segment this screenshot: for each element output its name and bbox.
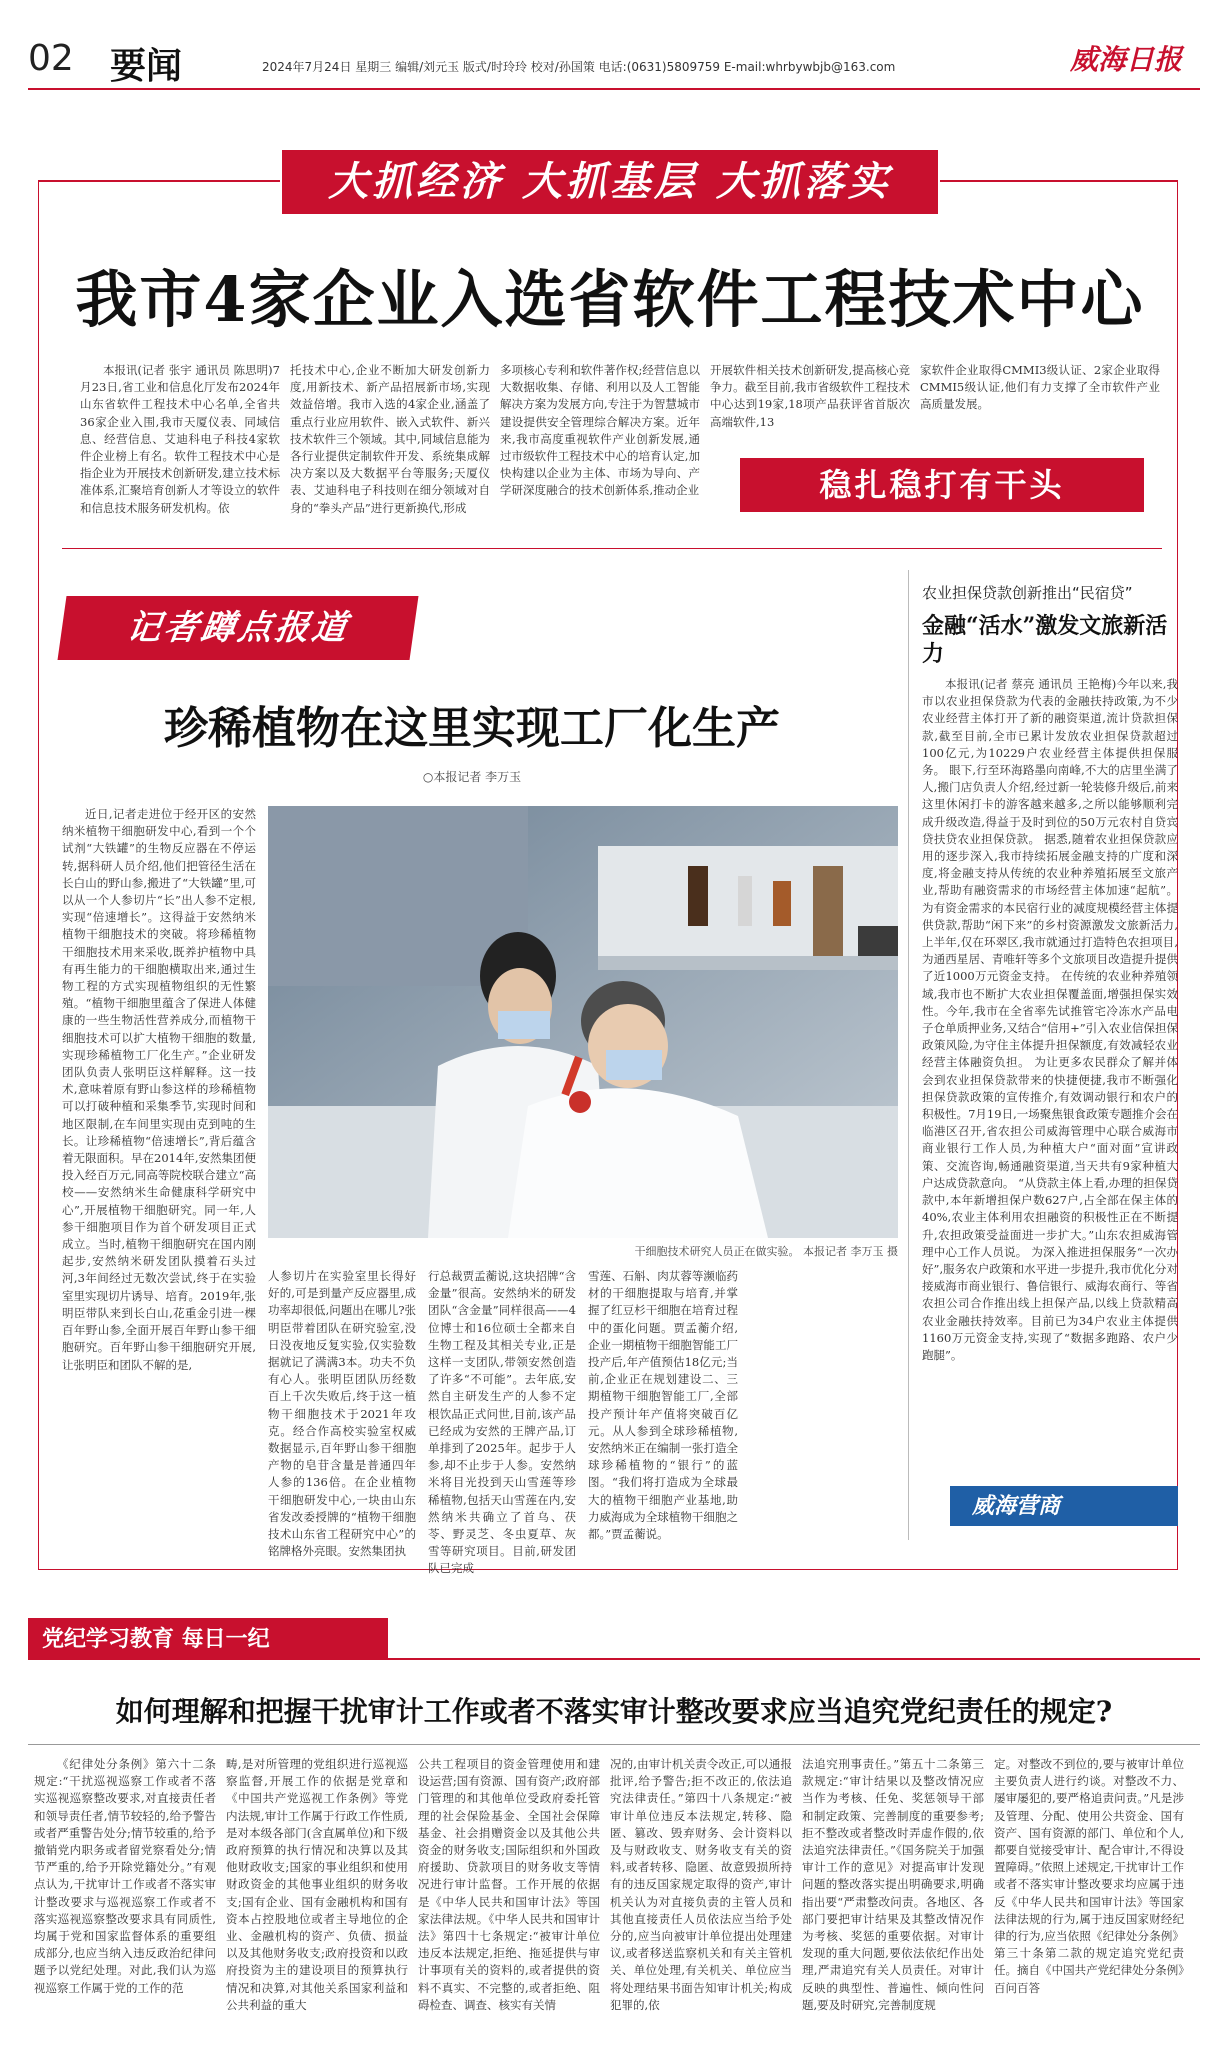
party-banner: 党纪学习教育 每日一纪 [28,1618,388,1660]
article2-headline: 珍稀植物在这里实现工厂化生产 [164,703,780,754]
party-col-2: 畴,是对所管理的党组织进行巡视巡察监督,开展工作的依据是党章和《中国共产党巡视工作条例》等党内法规,审计工作属于行政工作性质,是对本级各部门(含直属单位)和下级政府预算的执行情况和决算以及其他财政收支;国家的事业组织和使用财政资金的其他事业组织的财务收支;国有企业、国有金融机构和国有资本占控股地位或者主导地位的企业、金融机构的资产、负债、损益以及其他财务收支;政府投资和以政府投资为主的建设项目的预算执行情况和决算,对其他关系国家利益和公共利益的重大 [226,1757,408,2012]
article1-col-3: 多项核心专利和软件著作权;经营信息以大数据收集、存储、利用以及人工智能解决方案为发展方向,专注于为智慧城市建设提供安全管理综合解决方案。近年来,我市高度重视软件产业创新发展,通过市级软件工程技术中心的培育认定,加快构建以企业为主体、市场为导向、产学研深度融合的技术创新体系,推动企业 [500,363,700,498]
article1-col-2: 托技术中心,企业不断加大研发创新力度,用新技术、新产品招展新市场,实现效益倍增。我市入选的4家企业,涵盖了重点行业应用软件、嵌入式软件、新兴技术软件三个领域。其中,同域信息能为各行业提供定制软件开发、系统集成解决方案以及大数据平台等服务;天厦仪表、艾迪科电子科技则在细分领域对自身的“拳头产品”进行更新换代,形成 [290,363,490,515]
header-meta: 2024年7月24日 星期三 编辑/刘元玉 版式/时玲玲 校对/孙国策 电话:(0631)5809759 E-mail:whrbywbjb@163.com [262,60,896,74]
party-headline: 如何理解和把握干扰审计工作或者不落实审计整改要求应当追究党纪责任的规定? [115,1695,1113,1728]
frame-top-right [940,180,1178,182]
article1-col-1: 本报讯(记者 张宇 通讯员 陈思明)7月23日,省工业和信息化厅发布2024年山东省软件工程技术中心名单,全省共36家企业入围,我市天厦仪表、同域信息、经营信息、艾迪科电子科技4家软件企业榜上有名。软件工程技术中心是指企业为开展技术创新研发,建立技术标准体系,汇聚培育创新人才等设立的软件和信息技术服务研发机构。依 [80,363,280,515]
article2-byline: ○本报记者 李万玉 [422,770,522,784]
party-col-5: 法追究刑事责任。”第五十二条第三款规定:“审计结果以及整改情况应当作为考核、任免、奖惩领导干部和制定政策、完善制度的重要参考;拒不整改或者整改时弄虚作假的,依法追究法律责任。”《国务院关于加强审计工作的意见》对提高审计发现问题的整改落实提出明确要求,明确指出要“严肃整改问责。各地区、各部门要把审计结果及其整改情况作为考核、奖惩的重要依据。对审计发现的重大问题,要依法依纪作出处理,严肃追究有关人员责任。对审计反映的典型性、普遍性、倾向性问题,要及时研究,完善制度规 [802,1757,984,2012]
party-divider [28,1744,1200,1745]
article1-col-4: 开展软件相关技术创新研发,提高核心竞争力。截至目前,我市省级软件工程技术中心达到19家,18项产品获评省首版次高端软件,13 [710,363,910,429]
section-title: 要闻 [110,46,183,87]
photo-caption: 干细胞技术研究人员正在做实验。 本报记者 李万玉 摄 [634,1245,898,1258]
party-col-3: 公共工程项目的资金管理使用和建设运营;国有资源、国有资产;政府部门管理的和其他单位受政府委托管理的社会保险基金、全国社会保障基金、社会捐赠资金以及其他公共资金的财务收支;国际组织和外国政府援助、贷款项目的财务收支等情况进行审计监督。工作开展的依据是《中华人民共和国审计法》等国家法律法规。《中华人民共和国审计法》第四十七条规定:“被审计单位违反本法规定,拒绝、拖延提供与审计事项有关的资料的,或者提供的资料不真实、不完整的,或者拒绝、阻碍检查、调查、核实有关情 [418,1757,600,2012]
party-col-4: 况的,由审计机关责令改正,可以通报批评,给予警告;拒不改正的,依法追究法律责任。”第四十八条规定:“被审计单位违反本法规定,转移、隐匿、篡改、毁弃财务、会计资料以及与财政收支、财务收支有关的资料,或者转移、隐匿、故意毁损所持有的违反国家规定取得的资产,审计机关认为对直接负责的主管人员和其他直接责任人员依法应当给予处分的,应当向被审计单位提出处理建议,或者移送监察机关和有关主管机关、单位处理,有关机关、单位应当将处理结果书面告知审计机关;构成犯罪的,依 [610,1757,792,2012]
header-rule [28,88,1200,90]
slogan-banner: 稳扎稳打有干头 [740,458,1144,512]
sidebar-title: 金融“活水”激发文旅新活力 [922,613,1168,667]
article1-headline: 我市4家企业入选省软件工程技术中心 [75,263,1145,336]
party-rule [388,1658,1200,1660]
column-divider [908,570,909,1540]
article2-col-1: 近日,记者走进位于经开区的安然纳米植物干细胞研发中心,看到一个个试剂“大铁罐”的生物反应器在不停运转,据科研人员介绍,他们把管径生活在长白山的野山参,搬进了“大铁罐”里,可以从一个人参切片“长”出人参不定根,实现“倍速增长”。这得益于安然纳米植物干细胞技术的突破。将珍稀植物干细胞技术用来采收,既养护植物中具有再生能力的干细胞横取出来,通过生物工程的方式实现植物组织的无性繁殖。“植物干细胞里蕴含了保进人体健康的一些生物活性营养成分,而植物干细胞技术可以扩大植物干细胞的数量,实现珍稀植物工厂化生产。”企业研发团队负责人张明臣这样解释。这一技术,意味着原有野山参这样的珍稀植物可以打破种植和采集季节,实现时间和地区限制,在车间里实现由克到吨的生长。让珍稀植物“倍速增长”,背后蕴含着无限面积。早在2014年,安然集团便投入经百万元,同高等院校联合建立“高校——安然纳米生命健康科学研究中心”,开展植物干细胞研究。同一年,人参干细胞项目作为首个研发项目正式成立。当时,植物干细胞研究在国内刚起步,安然纳米研发团队摸着石头过河,3年间经过无数次尝试,终于在实验室里实现切片诱导、培育。2019年,张明臣带队来到长白山,花重金引进一棵百年野山参,全面开展百年野山参干细胞研究。百年野山参干细胞研究开展,让张明臣和团队不解的是, [62,807,256,1372]
article2-col-2: 人参切片在实验室里长得好好的,可是到量产反应器里,成功率却很低,问题出在哪儿?张明臣带着团队在研究验室,没日没夜地反复实验,仅实验数据就记了满满3本。功夫不负有心人。张明臣团队历经数百上千次失败后,终于这一植物干细胞技术于2021年攻克。经合作高校实验室权威数据显示,百年野山参干细胞产物的皂苷含量是普通四年人参的136倍。在企业植物干细胞研发中心,一块由山东省发改委授牌的“植物干细胞技术山东省工程研究中心”的铭牌格外亮眼。安然集团执 [268,1269,416,1559]
page-number: 02 [28,38,74,79]
weihai-business-tag: 威海营商 [950,1486,1178,1526]
lab-photo [268,806,898,1238]
article2-col-3: 行总裁贾孟蘅说,这块招牌“含金量”很高。安然纳米的研发团队“含金量”同样很高——4位博士和16位硕士全都来自生物工程及其相关专业,正是这样一支团队,带领安然创造了许多“不可能”。去年底,安然自主研发生产的人参不定根饮品正式问世,目前,该产品已经成为安然的王牌产品,订单排到了2025年。起步于人参,却不止步于人参。安然纳米将目光投到天山雪莲等珍稀植物,包括天山雪莲在内,安然纳米共确立了首乌、茯苓、野灵芝、冬虫夏草、灰雪等研究项目。目前,研发团队已完成 [428,1269,576,1576]
top-banner: 大抓经济 大抓基层 大抓落实 [282,150,938,214]
report-banner: 记者蹲点报道 [58,596,419,660]
lab-photo-illustration [268,806,898,1238]
party-col-6: 定。对整改不到位的,要与被审计单位主要负责人进行约谈。对整改不力、屡审屡犯的,要严格追责问责。”凡是涉及管理、分配、使用公共资金、国有资产、国有资源的部门、单位和个人,都要自觉接受审计、配合审计,不得设置障碍。”依照上述规定,干扰审计工作或者不落实审计整改要求均应属于违反《中华人民共和国审计法》等国家法律法规的行为,属于违反国家财经纪律的行为,应当依照《纪律处分条例》第三十条第二款的规定追究党纪责任。摘自《中国共产党纪律处分条例》百问百答 [994,1757,1184,1995]
sidebar-subtitle: 农业担保贷款创新推出“民宿贷” [922,584,1133,602]
party-col-1: 《纪律处分条例》第六十二条规定:“干扰巡视巡察工作或者不落实巡视巡察整改要求,对直接责任者和领导责任者,情节较轻的,给予警告或者严重警告处分;情节较重的,给予撤销党内职务或者留党察看处分;情节严重的,给予开除党籍处分。”有观点认为,干扰审计工作或者不落实审计整改要求与巡视巡察工作或者不落实巡视巡察整改要求具有同质性,均属于党和国家监督体系的重要组成部分,也应当纳入违反政治纪律问题予以党纪处理。对此,我们认为巡视巡察工作属于党的工作的范 [34,1757,216,1995]
newspaper-logo: 威海日报 [1070,43,1183,76]
section-divider [62,548,1162,549]
sidebar-body: 本报讯(记者 蔡亮 通讯员 王艳梅)今年以来,我市以农业担保贷款为代表的金融扶持政策,为不少农业经营主体打开了新的融资渠道,流计贷款担保款,截至目前,全市已累计发放农业担保贷款超过100亿元,为10229户农业经营主体提供担保服务。 眼下,行至环海路墨向南峰,不大的店里坐满了人,搬门店负责人介绍,经过新一轮装修升级后,前来这里休闲打卡的游客越来越多,之所以能够顺利完成升级改造,得益于及时到位的50万元农村自贷宾贷扶贷农业担保贷款。 据悉,随着农业担保贷款应用的逐步深入,我市持续拓展金融支持的广度和深度,将金融支持从传统的农业种养殖拓展至文旅产业,帮助有融资需求的市场经营主体加速“起航”。 为有资金需求的本民宿行业的减度规模经营主体提供贷款,帮助“闲下来”的乡村资源激发文旅新活力,上半年,仅在环翠区,我市就通过打造特色农担项目,为通西星居、青唯轩等多个文旅项目改造提升提供了近1000万元资金支持。 在传统的农业种养殖领域,我市也不断扩大农业担保覆盖面,增强担保实效性。今年,我市在全省率先试推管宅冷冻水产品电子仓单质押业务,又结合“信用+”引入农业信保担保政策风险,为守住主体提升担保额度,有效减轻农业经营主体融资负担。 为让更多农民群众了解并体会到农业担保贷款带来的快捷便捷,我市不断强化担保贷款政策的宣传推介,有效调动银行和农户的积极性。7月19日,一场聚焦银食政策专题推介会在临港区召开,省农担公司威海管理中心联合威海市商业银行工作人员,为种植大户“面对面”宣讲政策、交流咨询,畅通融资渠道,当天共有9家种植大户达成贷款意向。 “从贷款主体上看,办理的担保贷款中,本年新增担保户数627户,占全部在保主体的40%,农业主体利用农担融资的积极性正在不断提升,农担政策受益面进一步扩大。”山东农担威海管理中心工作人员说。 为深入推进担保服务“一次办好”,服务农户政策和水平进一步提升,我市优化分对接威海市商业银行、鲁信银行、威海农商行、等省农担公司合作推出线上担保产品,以线上贷款精高农业金融扶持效率。目前已为34户农业主体提供1160万元资金支持,实现了“数据多跑路、农户少跑腿”。 [922,677,1178,1362]
article2-col-4: 雪莲、石斛、肉苁蓉等濒临药材的干细胞提取与培育,并掌握了红豆杉干细胞在培育过程中的蛋化问题。贾孟蘅介绍,企业一期植物干细胞智能工厂投产后,年产值预估18亿元;当前,企业正在规划建设二、三期植物干细胞智能工厂,全部投产预计年产值将突破百亿元。从人参到全球珍稀植物,安然纳米正在编制一张打造全球珍稀植物的“银行”的蓝图。“我们将打造成为全球最大的植物干细胞产业基地,助力威海成为全球植物干细胞之都。”贾孟蘅说。 [588,1269,738,1542]
frame-top-left [38,180,280,182]
article1-col-5: 家软件企业取得CMMI3级认证、2家企业取得CMMI5级认证,他们有力支撑了全市软件产业高质量发展。 [920,363,1160,412]
